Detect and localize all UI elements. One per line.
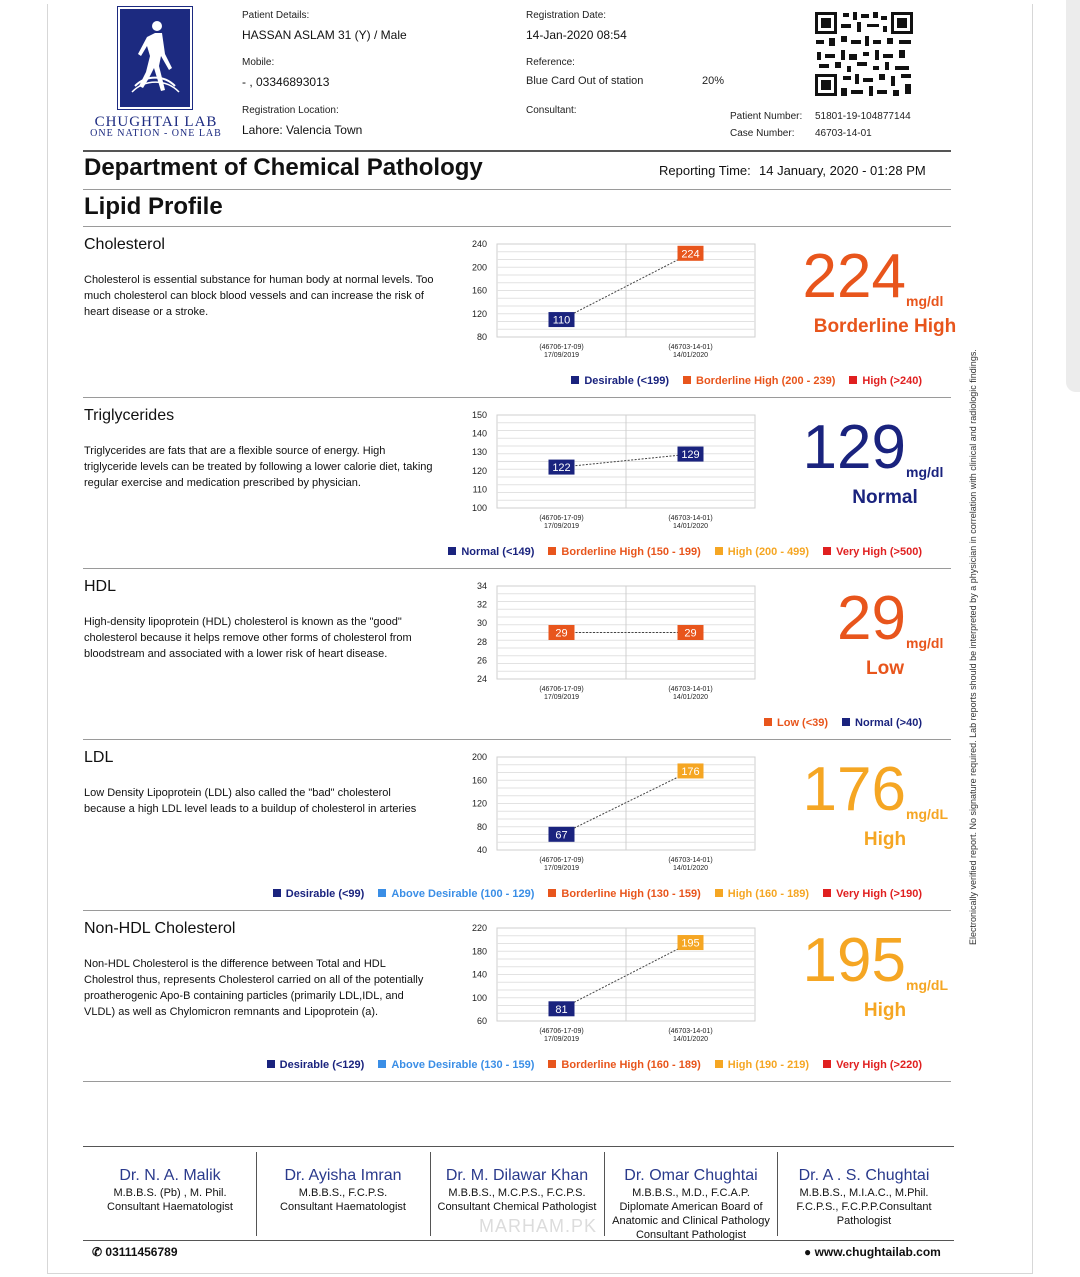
y-tick-label: 140 bbox=[471, 428, 487, 439]
trend-chart-svg bbox=[455, 749, 765, 889]
x-tick-case: (46706-17-09) bbox=[539, 515, 584, 522]
trend-chart bbox=[455, 920, 765, 1060]
x-tick-case: (46703-14-01) bbox=[668, 515, 713, 522]
legend-swatch bbox=[715, 1060, 723, 1068]
legend-item bbox=[823, 1059, 922, 1071]
data-point-label: 122 bbox=[552, 462, 571, 475]
y-tick-label: 80 bbox=[476, 332, 487, 342]
doctor-credential: F.C.P.S., F.C.P.P.Consultant bbox=[796, 1201, 932, 1213]
legend-swatch bbox=[842, 718, 850, 726]
lipid-section bbox=[0, 568, 1080, 739]
reference-value: Blue Card Out of station bbox=[526, 75, 644, 87]
y-tick-label: 100 bbox=[471, 992, 487, 1003]
x-tick-date: 14/01/2020 bbox=[672, 865, 709, 872]
y-tick-label: 34 bbox=[476, 581, 487, 591]
doctor-name: Dr. Ayisha Imran bbox=[284, 1167, 402, 1184]
department-divider bbox=[83, 189, 951, 190]
section-description: Low Density Lipoprotein (LDL) also called the "bad" cholesterol because a high LDL level leads to a buildup of cholesterol in arteries bbox=[84, 787, 417, 815]
y-tick-label: 26 bbox=[476, 655, 487, 666]
x-tick-case: (46703-14-01) bbox=[668, 1028, 713, 1035]
y-tick-label: 200 bbox=[471, 262, 487, 273]
legend-label: Desirable (<99) bbox=[285, 888, 365, 900]
y-tick-label: 32 bbox=[476, 599, 487, 610]
doctor-credential: Pathologist bbox=[836, 1215, 892, 1227]
legend-swatch bbox=[849, 376, 857, 384]
range-legend bbox=[764, 717, 922, 729]
legend-item bbox=[715, 1059, 809, 1071]
data-point-label: 81 bbox=[555, 1003, 568, 1016]
doctor-card bbox=[431, 1166, 603, 1214]
data-point-label: 129 bbox=[681, 449, 700, 462]
section-title: HDL bbox=[84, 578, 117, 595]
y-tick-label: 120 bbox=[471, 308, 487, 319]
data-point-label: 29 bbox=[684, 627, 697, 640]
result-value: 176 bbox=[802, 755, 906, 824]
x-tick-date: 17/09/2019 bbox=[543, 352, 580, 359]
trend-chart bbox=[455, 749, 765, 889]
result-unit: mg/dL bbox=[906, 977, 948, 993]
doctor-credential: Consultant Haematologist bbox=[107, 1201, 233, 1213]
x-tick-case: (46703-14-01) bbox=[668, 344, 713, 351]
trend-chart bbox=[455, 236, 765, 376]
data-point-label: 110 bbox=[552, 314, 571, 327]
section-title: Triglycerides bbox=[84, 407, 175, 424]
legend-item bbox=[548, 888, 700, 900]
section-description: High-density lipoprotein (HDL) cholesterol is known as the "good" cholesterol because it helps remove other forms of cholesterol from bloodstream and associated with a lower risk of heart disease. bbox=[84, 616, 412, 660]
y-tick-label: 180 bbox=[471, 946, 487, 957]
legend-label: High (>240) bbox=[862, 375, 922, 387]
legend-swatch bbox=[823, 1060, 831, 1068]
legend-label: Desirable (<129) bbox=[279, 1059, 365, 1071]
doctor-credential: M.B.B.S., M.D., F.C.A.P. bbox=[632, 1187, 750, 1199]
x-tick-case: (46706-17-09) bbox=[539, 686, 584, 693]
doctor-credential: M.B.B.S., M.C.P.S., F.C.P.S. bbox=[448, 1187, 586, 1199]
x-tick-case: (46703-14-01) bbox=[668, 686, 713, 693]
legend-item bbox=[548, 546, 700, 558]
section-title: LDL bbox=[84, 749, 114, 766]
registration-date: 14-Jan-2020 08:54 bbox=[526, 28, 627, 42]
section-description: Cholesterol is essential substance for human body at normal levels. Too much cholesterol can block blood vessels and can increase the risk of heart disease or a stroke. bbox=[84, 274, 434, 318]
trend-chart bbox=[455, 578, 765, 718]
section-description: Triglycerides are fats that are a flexible source of energy. High triglyceride levels can be treated by following a lower calorie diet, taking regular exercise and medication prescribed by physician. bbox=[84, 445, 433, 489]
x-tick-date: 17/09/2019 bbox=[543, 1036, 580, 1043]
watermark: MARHAM.PK bbox=[479, 1216, 598, 1236]
lab-phone: 03111456789 bbox=[105, 1245, 178, 1259]
reference-label: Reference: bbox=[526, 57, 575, 68]
legend-item bbox=[273, 888, 365, 900]
legend-label: Borderline High (150 - 199) bbox=[561, 546, 701, 558]
y-tick-label: 160 bbox=[471, 775, 487, 786]
legend-item bbox=[715, 888, 809, 900]
legend-item bbox=[378, 888, 534, 900]
legend-item bbox=[267, 1059, 365, 1071]
globe-icon: ● bbox=[804, 1245, 812, 1259]
y-tick-label: 100 bbox=[471, 503, 487, 513]
y-tick-label: 130 bbox=[471, 447, 487, 458]
x-tick-date: 17/09/2019 bbox=[543, 865, 580, 872]
doctor-credential: Anatomic and Clinical Pathology bbox=[612, 1215, 770, 1227]
lab-name: CHUGHTAI LAB bbox=[94, 114, 218, 130]
phone-icon: ✆ bbox=[92, 1245, 103, 1259]
legend-item bbox=[764, 717, 828, 729]
doctor-name: Dr. M. Dilawar Khan bbox=[445, 1167, 589, 1184]
qr-code bbox=[813, 10, 915, 98]
lipid-section bbox=[0, 226, 1080, 397]
qr-code-icon bbox=[813, 10, 915, 98]
y-tick-label: 28 bbox=[476, 636, 487, 647]
legend-label: Normal (<149) bbox=[461, 546, 535, 558]
result-unit: mg/dL bbox=[906, 806, 948, 822]
legend-label: Above Desirable (100 - 129) bbox=[391, 888, 535, 900]
legend-label: Normal (>40) bbox=[855, 717, 922, 729]
doctor-card bbox=[257, 1166, 429, 1214]
legend-label: Very High (>190) bbox=[836, 888, 922, 900]
lipid-section bbox=[0, 397, 1080, 568]
y-tick-label: 220 bbox=[471, 923, 487, 933]
range-legend bbox=[448, 546, 922, 558]
y-tick-label: 40 bbox=[476, 845, 487, 855]
doctor-name: Dr. N. A. Malik bbox=[119, 1167, 221, 1184]
legend-item bbox=[849, 375, 922, 387]
walking-man-logo-icon bbox=[117, 6, 193, 110]
footer-top-divider bbox=[83, 1146, 954, 1147]
lab-tagline: ONE NATION - ONE LAB bbox=[90, 128, 222, 139]
lipid-section bbox=[0, 910, 1080, 1081]
profile-title: Lipid Profile bbox=[84, 193, 223, 220]
legend-item bbox=[823, 546, 922, 558]
legend-item bbox=[571, 375, 669, 387]
result-value: 224 bbox=[802, 242, 906, 311]
legend-item bbox=[683, 375, 835, 387]
doctor-credential: M.B.B.S., F.C.P.S. bbox=[298, 1187, 388, 1199]
legend-swatch bbox=[823, 547, 831, 555]
lab-logo bbox=[117, 6, 193, 110]
trend-chart-svg bbox=[455, 407, 765, 547]
section-divider bbox=[83, 1081, 951, 1082]
y-tick-label: 200 bbox=[471, 752, 487, 762]
verification-note: Electronically verified report. No signature required. Lab reports should be interpreted by a physician in correlation with clinical and radiologic findings. bbox=[968, 349, 978, 945]
result-status: High bbox=[863, 1000, 907, 1021]
legend-swatch bbox=[548, 889, 556, 897]
legend-label: High (200 - 499) bbox=[727, 546, 810, 558]
website-row[interactable] bbox=[804, 1245, 941, 1259]
data-point-label: 29 bbox=[555, 627, 568, 640]
legend-swatch bbox=[571, 376, 579, 384]
y-tick-label: 30 bbox=[476, 618, 487, 629]
patient-number: 51801-19-104877144 bbox=[815, 111, 911, 122]
y-tick-label: 80 bbox=[476, 821, 487, 832]
legend-swatch bbox=[764, 718, 772, 726]
x-tick-date: 17/09/2019 bbox=[543, 694, 580, 701]
legend-swatch bbox=[548, 547, 556, 555]
doctor-credential: M.B.B.S., M.I.A.C., M.Phil. bbox=[799, 1187, 929, 1199]
result-status: Borderline High bbox=[813, 316, 957, 337]
result-unit: mg/dl bbox=[906, 293, 944, 309]
patient-age-gender: 31 (Y) / Male bbox=[338, 28, 407, 42]
legend-label: Borderline High (130 - 159) bbox=[561, 888, 701, 900]
data-point-label: 224 bbox=[681, 248, 700, 261]
lipid-section bbox=[0, 739, 1080, 910]
case-number: 46703-14-01 bbox=[815, 128, 872, 139]
x-tick-date: 14/01/2020 bbox=[672, 352, 709, 359]
consultant-label: Consultant: bbox=[526, 105, 577, 116]
x-tick-date: 14/01/2020 bbox=[672, 523, 709, 530]
legend-swatch bbox=[267, 1060, 275, 1068]
department-title: Department of Chemical Pathology bbox=[84, 154, 483, 181]
trend-chart-svg bbox=[455, 578, 765, 718]
legend-item bbox=[823, 888, 922, 900]
legend-item bbox=[378, 1059, 534, 1071]
registration-location-label: Registration Location: bbox=[242, 105, 339, 116]
legend-item bbox=[715, 546, 809, 558]
trend-chart-svg bbox=[455, 236, 765, 376]
legend-label: High (190 - 219) bbox=[727, 1059, 810, 1071]
legend-item bbox=[548, 1059, 700, 1071]
legend-swatch bbox=[715, 889, 723, 897]
y-tick-label: 240 bbox=[471, 239, 487, 249]
patient-mobile: - , 03346893013 bbox=[242, 75, 330, 89]
legend-label: Desirable (<199) bbox=[584, 375, 670, 387]
range-legend bbox=[571, 375, 922, 387]
doctor-credential: Consultant Chemical Pathologist bbox=[437, 1201, 597, 1213]
y-tick-label: 60 bbox=[476, 1016, 487, 1026]
y-tick-label: 150 bbox=[471, 410, 487, 420]
mobile-label: Mobile: bbox=[242, 57, 275, 68]
y-tick-label: 160 bbox=[471, 285, 487, 296]
registration-location: Lahore: Valencia Town bbox=[242, 123, 363, 137]
y-tick-label: 110 bbox=[472, 484, 487, 495]
result-value: 195 bbox=[802, 926, 906, 995]
data-point-label: 195 bbox=[681, 937, 700, 950]
patient-number-label: Patient Number: bbox=[730, 111, 803, 122]
doctor-name: Dr. A . S. Chughtai bbox=[798, 1167, 930, 1184]
legend-item bbox=[448, 546, 534, 558]
doctor-card bbox=[84, 1166, 256, 1214]
doctor-credential: Consultant Haematologist bbox=[280, 1201, 406, 1213]
reporting-time: 14 January, 2020 - 01:28 PM bbox=[759, 163, 926, 178]
doctor-credential: Diplomate American Board of bbox=[619, 1201, 763, 1213]
legend-label: High (160 - 189) bbox=[727, 888, 810, 900]
legend-swatch bbox=[715, 547, 723, 555]
legend-item bbox=[842, 717, 922, 729]
lab-website[interactable]: www.chughtailab.com bbox=[814, 1245, 941, 1259]
trend-chart-svg bbox=[455, 920, 765, 1060]
legend-swatch bbox=[683, 376, 691, 384]
x-tick-date: 14/01/2020 bbox=[672, 1036, 709, 1043]
patient-name: HASSAN ASLAM bbox=[242, 28, 335, 42]
doctor-card bbox=[605, 1166, 777, 1242]
legend-swatch bbox=[548, 1060, 556, 1068]
result-value: 29 bbox=[837, 584, 906, 653]
section-description: Non-HDL Cholesterol is the difference between Total and HDL Cholestrol thus, represents Cholesterol carried on all of the potentially proatherogenic Apo-B containing particles (primarily LDL,IDL, and VLDL) as well as Chylomicron remnants and Lipoprotein (a). bbox=[84, 958, 424, 1018]
x-tick-date: 14/01/2020 bbox=[672, 694, 709, 701]
legend-label: Borderline High (160 - 189) bbox=[561, 1059, 701, 1071]
trend-chart bbox=[455, 407, 765, 547]
section-title: Non-HDL Cholesterol bbox=[84, 920, 236, 937]
y-tick-label: 120 bbox=[471, 465, 487, 476]
header-divider bbox=[83, 150, 951, 152]
footer-bottom-divider bbox=[83, 1240, 954, 1241]
x-tick-case: (46706-17-09) bbox=[539, 344, 584, 351]
registration-date-label: Registration Date: bbox=[526, 10, 607, 21]
x-tick-case: (46703-14-01) bbox=[668, 857, 713, 864]
y-tick-label: 120 bbox=[471, 798, 487, 809]
legend-label: Low (<39) bbox=[777, 717, 829, 729]
result-status: High bbox=[863, 829, 907, 850]
y-tick-label: 140 bbox=[471, 969, 487, 980]
legend-label: Very High (>220) bbox=[836, 1059, 922, 1071]
result-status: Normal bbox=[852, 487, 918, 508]
y-tick-label: 24 bbox=[476, 674, 487, 684]
legend-label: Above Desirable (130 - 159) bbox=[391, 1059, 535, 1071]
legend-label: Borderline High (200 - 239) bbox=[696, 375, 836, 387]
range-legend bbox=[267, 1059, 922, 1071]
result-status: Low bbox=[866, 658, 904, 679]
legend-swatch bbox=[273, 889, 281, 897]
result-unit: mg/dl bbox=[906, 464, 944, 480]
doctor-credential: Consultant Pathologist bbox=[635, 1229, 747, 1241]
legend-label: Very High (>500) bbox=[836, 546, 922, 558]
discount-value: 20% bbox=[702, 75, 725, 87]
legend-swatch bbox=[378, 889, 386, 897]
phone-row bbox=[92, 1245, 178, 1259]
doctor-credential: M.B.B.S. (Pb) , M. Phil. bbox=[113, 1187, 227, 1199]
data-point-label: 176 bbox=[681, 765, 700, 778]
doctor-name: Dr. Omar Chughtai bbox=[624, 1167, 758, 1184]
range-legend bbox=[273, 888, 922, 900]
x-tick-date: 17/09/2019 bbox=[543, 523, 580, 530]
doctor-card bbox=[778, 1166, 950, 1228]
x-tick-case: (46706-17-09) bbox=[539, 857, 584, 864]
legend-swatch bbox=[823, 889, 831, 897]
section-title: Cholesterol bbox=[84, 236, 165, 253]
reporting-time-label: Reporting Time: bbox=[659, 163, 751, 178]
case-number-label: Case Number: bbox=[730, 128, 795, 139]
result-unit: mg/dl bbox=[906, 635, 944, 651]
data-point-label: 67 bbox=[555, 829, 568, 842]
legend-swatch bbox=[448, 547, 456, 555]
patient-details-label: Patient Details: bbox=[242, 10, 310, 21]
result-value: 129 bbox=[802, 413, 906, 482]
legend-swatch bbox=[378, 1060, 386, 1068]
x-tick-case: (46706-17-09) bbox=[539, 1028, 584, 1035]
